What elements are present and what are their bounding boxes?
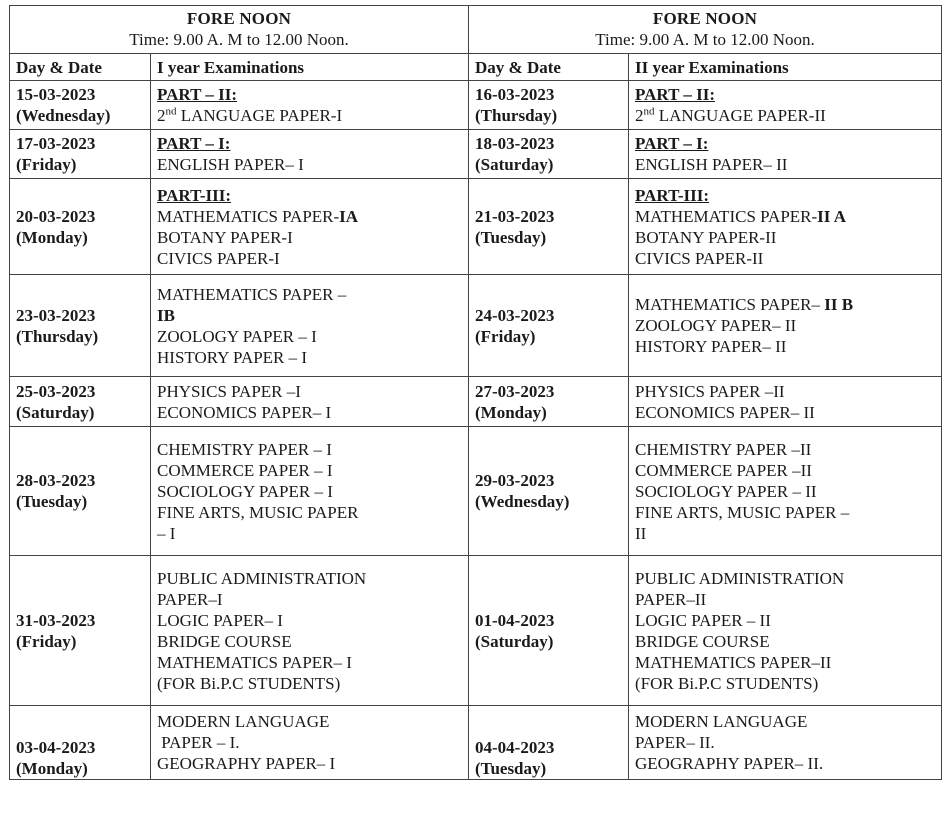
col-day-date-second-year: Day & Date <box>469 54 629 81</box>
first-year-date-cell <box>10 81 151 130</box>
session-time: Time: 9.00 A. M to 12.00 Noon. <box>595 30 815 49</box>
exam-paper: – I <box>157 523 176 543</box>
second-year-exam-cell <box>629 377 942 427</box>
exam-day: (Saturday) <box>16 402 95 422</box>
exam-paper: SOCIOLOGY PAPER – II <box>635 481 817 501</box>
first-year-date-cell <box>10 706 151 780</box>
timetable-table <box>9 5 942 780</box>
exam-paper: CIVICS PAPER-II <box>635 248 764 268</box>
paper-name: MATHEMATICS PAPER- <box>157 206 340 226</box>
exam-date: 01-04-2023 <box>475 610 555 630</box>
exam-paper: PAPER – I. <box>157 733 240 752</box>
table-row <box>10 179 942 275</box>
paper-code: II A <box>817 206 846 226</box>
first-year-exam-cell <box>151 179 469 275</box>
table-row <box>10 275 942 377</box>
exam-date: 15-03-2023 <box>16 85 96 104</box>
paper-code: IA <box>339 206 359 226</box>
session-header-row <box>10 6 942 54</box>
exam-paper: ZOOLOGY PAPER – I <box>157 326 317 346</box>
exam-paper: MATHEMATICS PAPER–II <box>635 652 832 672</box>
language-number: 2 <box>635 106 644 125</box>
second-year-exam-cell <box>629 130 942 179</box>
exam-paper: BOTANY PAPER-I <box>157 227 293 247</box>
exam-paper: PAPER–I <box>157 589 223 609</box>
table-row <box>10 377 942 427</box>
exam-paper <box>635 206 941 227</box>
table-row <box>10 81 942 130</box>
exam-day: (Monday) <box>475 402 547 422</box>
exam-paper: HISTORY PAPER– II <box>635 337 787 356</box>
exam-paper: CIVICS PAPER-I <box>157 248 280 268</box>
col-day-date-first-year: Day & Date <box>10 54 151 81</box>
exam-paper: II <box>635 523 647 543</box>
second-year-exam-cell <box>629 706 942 780</box>
first-year-date-cell <box>10 427 151 556</box>
exam-day: (Friday) <box>16 631 77 651</box>
second-year-exam-cell <box>629 427 942 556</box>
second-year-exam-cell <box>629 275 942 377</box>
first-year-exam-cell <box>151 130 469 179</box>
table-row <box>10 556 942 706</box>
ordinal-suffix: nd <box>165 105 177 118</box>
part-heading: PART-III: <box>635 185 710 205</box>
exam-day: (Wednesday) <box>16 106 111 125</box>
exam-timetable <box>9 5 942 780</box>
exam-paper: CHEMISTRY PAPER – I <box>157 439 332 459</box>
exam-paper: FINE ARTS, MUSIC PAPER <box>157 502 359 522</box>
exam-day: (Saturday) <box>475 631 554 651</box>
first-year-date-cell <box>10 179 151 275</box>
session-header-right <box>469 6 942 54</box>
exam-date: 29-03-2023 <box>475 471 555 490</box>
exam-date: 25-03-2023 <box>16 381 96 401</box>
first-year-exam-cell <box>151 427 469 556</box>
exam-day: (Monday) <box>16 227 88 247</box>
exam-day: (Tuesday) <box>475 759 547 778</box>
exam-paper: BRIDGE COURSE <box>635 631 770 651</box>
exam-date: 27-03-2023 <box>475 381 555 401</box>
table-row <box>10 427 942 556</box>
exam-paper: ZOOLOGY PAPER– II <box>635 316 797 335</box>
exam-date: 23-03-2023 <box>16 305 96 325</box>
exam-paper: COMMERCE PAPER –II <box>635 460 812 480</box>
exam-paper: SOCIOLOGY PAPER – I <box>157 481 333 501</box>
exam-paper: BOTANY PAPER-II <box>635 227 777 247</box>
part-heading: PART – I: <box>635 134 709 153</box>
session-time: Time: 9.00 A. M to 12.00 Noon. <box>129 30 349 49</box>
exam-paper: (FOR Bi.P.C STUDENTS) <box>157 673 341 693</box>
second-year-date-cell <box>469 556 629 706</box>
first-year-date-cell <box>10 556 151 706</box>
table-row <box>10 130 942 179</box>
second-year-date-cell <box>469 130 629 179</box>
exam-paper: PHYSICS PAPER –I <box>157 381 301 401</box>
first-year-exam-cell <box>151 377 469 427</box>
exam-day: (Friday) <box>475 326 536 346</box>
part-heading: PART-III: <box>157 185 232 205</box>
exam-paper: GEOGRAPHY PAPER– I <box>157 754 336 773</box>
exam-date: 03-04-2023 <box>16 738 96 757</box>
exam-date: 24-03-2023 <box>475 305 555 325</box>
first-year-exam-cell <box>151 81 469 130</box>
exam-paper: BRIDGE COURSE <box>157 631 292 651</box>
exam-paper: MATHEMATICS PAPER – <box>157 284 347 304</box>
first-year-date-cell <box>10 377 151 427</box>
second-year-date-cell <box>469 706 629 780</box>
ordinal-suffix: nd <box>643 105 655 118</box>
session-title: FORE NOON <box>652 9 758 28</box>
exam-paper <box>157 206 468 227</box>
first-year-exam-cell <box>151 706 469 780</box>
exam-paper: MODERN LANGUAGE <box>635 712 808 731</box>
language-number: 2 <box>157 106 166 125</box>
exam-date: 20-03-2023 <box>16 206 96 226</box>
column-header-row <box>10 54 942 81</box>
language-paper: LANGUAGE PAPER-II <box>654 106 826 125</box>
exam-paper: ECONOMICS PAPER– I <box>157 402 332 422</box>
second-year-date-cell <box>469 275 629 377</box>
exam-paper: PAPER– II. <box>635 733 715 752</box>
first-year-exam-cell <box>151 556 469 706</box>
exam-day: (Saturday) <box>475 155 554 174</box>
exam-paper: ENGLISH PAPER– I <box>157 155 304 174</box>
exam-paper: PUBLIC ADMINISTRATION <box>157 568 367 588</box>
exam-paper: LOGIC PAPER– I <box>157 610 283 630</box>
paper-name: MATHEMATICS PAPER– <box>635 295 825 314</box>
second-year-exam-cell <box>629 556 942 706</box>
second-year-exam-cell <box>629 179 942 275</box>
part-heading: PART – II: <box>635 85 716 104</box>
exam-paper <box>157 105 468 126</box>
first-year-date-cell <box>10 130 151 179</box>
exam-paper: (FOR Bi.P.C STUDENTS) <box>635 673 819 693</box>
exam-date: 21-03-2023 <box>475 206 555 226</box>
exam-date: 28-03-2023 <box>16 471 96 490</box>
exam-paper: ECONOMICS PAPER– II <box>635 402 815 422</box>
language-paper: LANGUAGE PAPER-I <box>176 106 343 125</box>
part-heading: PART – II: <box>157 85 238 104</box>
part-heading: PART – I: <box>157 134 231 153</box>
exam-paper: PAPER–II <box>635 589 707 609</box>
session-title: FORE NOON <box>186 9 292 28</box>
exam-day: (Friday) <box>16 155 77 174</box>
exam-day: (Monday) <box>16 759 88 778</box>
exam-date: 16-03-2023 <box>475 85 555 104</box>
exam-day: (Thursday) <box>16 326 99 346</box>
exam-paper <box>635 105 941 126</box>
exam-date: 18-03-2023 <box>475 134 555 153</box>
exam-paper: HISTORY PAPER – I <box>157 347 308 367</box>
exam-paper: COMMERCE PAPER – I <box>157 460 333 480</box>
exam-day: (Thursday) <box>475 106 558 125</box>
exam-paper: LOGIC PAPER – II <box>635 610 771 630</box>
exam-date: 31-03-2023 <box>16 610 96 630</box>
col-second-year-exams: II year Examinations <box>629 54 942 81</box>
first-year-date-cell <box>10 275 151 377</box>
paper-code: II B <box>824 295 854 314</box>
exam-date: 17-03-2023 <box>16 134 96 153</box>
exam-paper: MATHEMATICS PAPER– I <box>157 652 352 672</box>
exam-paper <box>635 294 941 315</box>
col-first-year-exams: I year Examinations <box>151 54 469 81</box>
second-year-exam-cell <box>629 81 942 130</box>
exam-paper: CHEMISTRY PAPER –II <box>635 439 812 459</box>
exam-day: (Tuesday) <box>475 227 547 247</box>
second-year-date-cell <box>469 179 629 275</box>
table-row <box>10 706 942 780</box>
paper-code: IB <box>157 305 175 325</box>
exam-paper: GEOGRAPHY PAPER– II. <box>635 754 824 773</box>
exam-paper: FINE ARTS, MUSIC PAPER – <box>635 502 850 522</box>
exam-paper: PUBLIC ADMINISTRATION <box>635 568 845 588</box>
exam-paper: PHYSICS PAPER –II <box>635 381 785 401</box>
second-year-date-cell <box>469 427 629 556</box>
second-year-date-cell <box>469 81 629 130</box>
first-year-exam-cell <box>151 275 469 377</box>
exam-paper: MODERN LANGUAGE <box>157 712 330 731</box>
session-header-left <box>10 6 469 54</box>
exam-day: (Wednesday) <box>475 492 570 511</box>
exam-day: (Tuesday) <box>16 492 88 511</box>
paper-name: MATHEMATICS PAPER- <box>635 206 818 226</box>
exam-date: 04-04-2023 <box>475 738 555 757</box>
exam-paper: ENGLISH PAPER– II <box>635 155 788 174</box>
second-year-date-cell <box>469 377 629 427</box>
